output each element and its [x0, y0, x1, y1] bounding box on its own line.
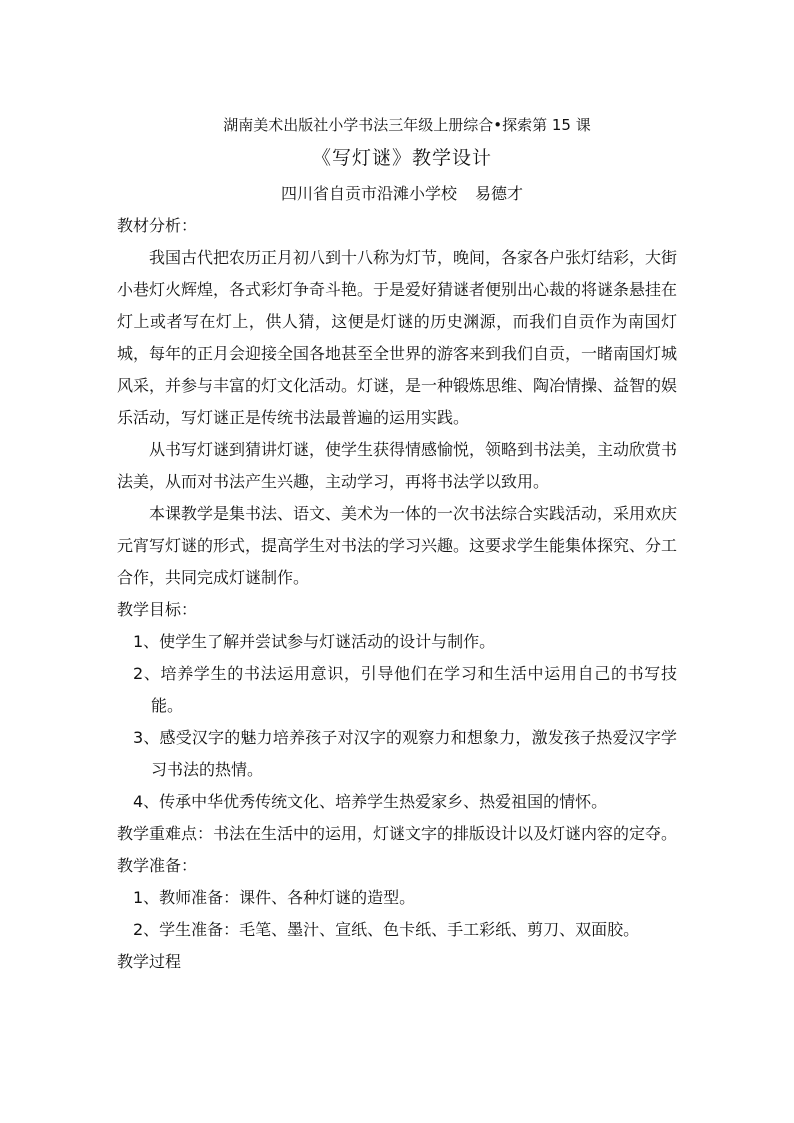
analysis-paragraph: 从书写灯谜到猜讲灯谜，使学生获得情感愉悦，领略到书法美，主动欣赏书法美，从而对书法产生兴趣，主动学习，再将书法学以致用。	[117, 440, 678, 491]
author-line	[127, 178, 677, 210]
analysis-paragraph: 本课教学是集书法、语文、美术为一体的一次书法综合实践活动，采用欢庆元宵写灯谜的形式，提高学生对书法的学习兴趣。这要求学生能集体探究、分工合作，共同完成灯谜制作。	[117, 504, 678, 587]
process-heading: 教学过程	[117, 952, 182, 971]
analysis-paragraph: 我国古代把农历正月初八到十八称为灯节，晚间，各家各户张灯结彩，大街小巷灯火辉煌，各式彩灯争奇斗艳。于是爱好猜谜者便别出心裁的将谜条悬挂在灯上或者写在灯上，供人猜，这便是灯谜的历史渊源，而我们自贡作为南国灯城，每年的正月会迎接全国各地甚至全世界的游客来到我们自贡，一睹南国灯城风采，并参与丰富的灯文化活动。灯谜，是一种锻炼思维、陶冶情操、益智的娱乐活动，写灯谜正是传统书法最普遍的运用实践。	[117, 248, 678, 427]
preparation-item: 2、学生准备：毛笔、墨汁、宣纸、色卡纸、手工彩纸、剪刀、双面胶。	[133, 920, 640, 939]
document-body	[117, 112, 677, 978]
goals-heading: 教学目标：	[117, 600, 198, 619]
course-source: 湖南美术出版社小学书法三年级上册综合•探索第 15 课	[223, 116, 591, 134]
page-title: 《写灯谜》教学设计	[311, 147, 492, 169]
author-name: 易德才	[475, 184, 524, 203]
goal-item: 2、培养学生的书法运用意识，引导他们在学习和生活中运用自己的书写技能。	[133, 664, 677, 715]
goal-item: 1、使学生了解并尝试参与灯谜活动的设计与制作。	[133, 632, 496, 651]
preparation-heading: 教学准备：	[117, 856, 198, 875]
school-name: 四川省自贡市沿滩小学校	[280, 184, 457, 203]
preparation-item: 1、教师准备：课件、各种灯谜的造型。	[133, 888, 416, 907]
keypoints-text: 教学重难点：书法在生活中的运用，灯谜文字的排版设计以及灯谜内容的定夺。	[117, 824, 678, 843]
goal-item: 4、传承中华优秀传统文化、培养学生热爱家乡、热爱祖国的情怀。	[133, 792, 608, 811]
goal-item: 3、感受汉字的魅力培养孩子对汉字的观察力和想象力，激发孩子热爱汉字学习书法的热情。	[133, 728, 677, 779]
analysis-heading: 教材分析：	[117, 216, 198, 235]
